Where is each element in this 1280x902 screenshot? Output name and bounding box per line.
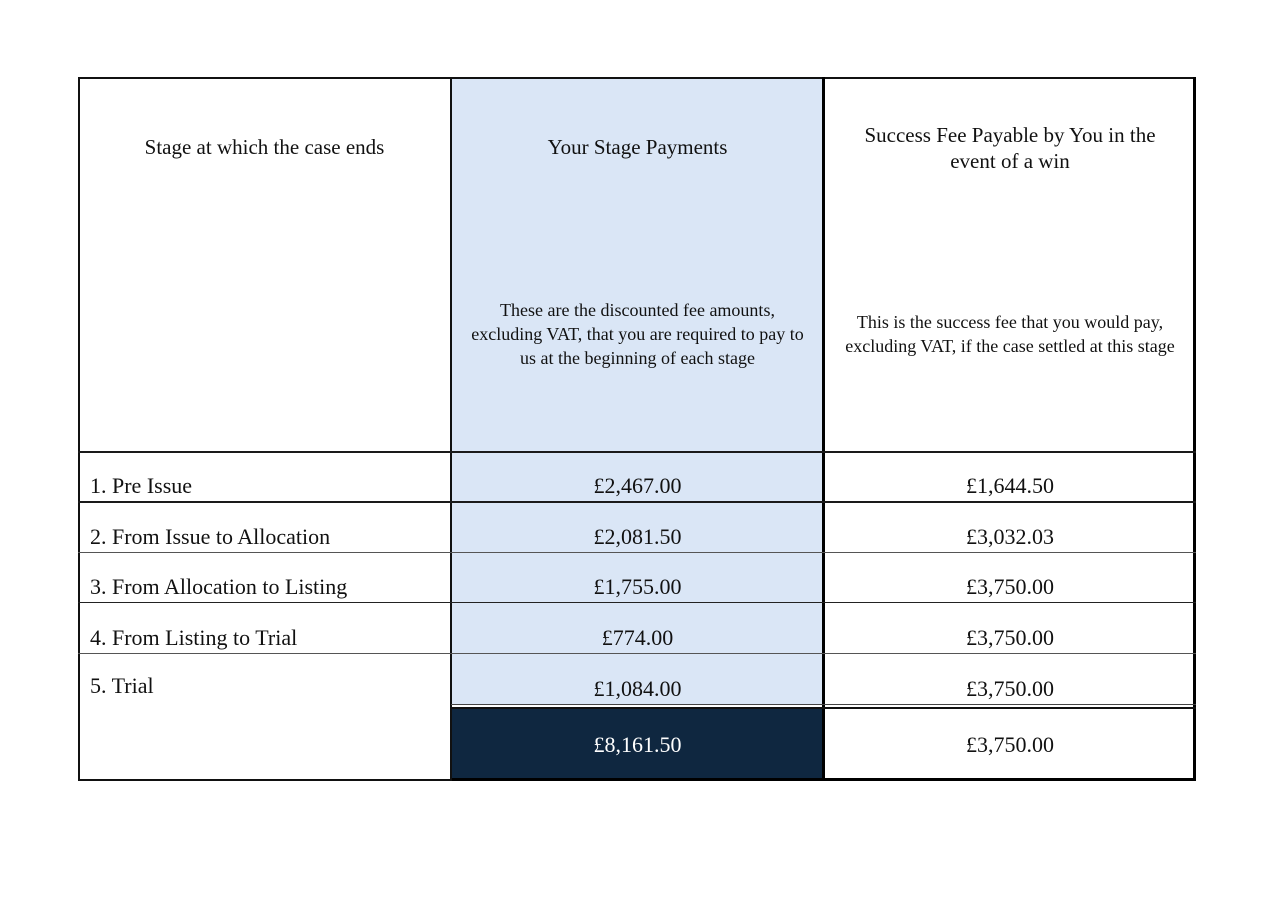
table-row-success-fee: £3,032.03: [824, 502, 1196, 553]
table-border-left: [78, 77, 80, 781]
header-stage-payments-title: Your Stage Payments: [547, 135, 728, 159]
header-divider: [78, 451, 1196, 453]
table-row-stage: 2. From Issue to Allocation: [90, 524, 331, 549]
table-row-stage: 4. From Listing to Trial: [90, 625, 298, 650]
total-success-fee: £3,750.00: [824, 708, 1196, 781]
column-divider-2: [822, 77, 825, 781]
table-row-stage-payment: £2,081.50: [451, 502, 824, 553]
header-stage-payments: [451, 77, 824, 452]
table-border-right: [1193, 77, 1196, 781]
table-border-top: [78, 77, 1196, 79]
table-row-stage-payment: £1,084.00: [451, 654, 824, 705]
table-row-stage-payment: £1,755.00: [451, 553, 824, 603]
table-row-success-fee: £3,750.00: [824, 553, 1196, 603]
header-success-fee-description: This is the success fee that you would pay, excluding VAT, if the case settled at this stage: [845, 312, 1175, 356]
column-divider-1: [450, 77, 452, 781]
row-divider: [78, 602, 1196, 603]
totals-divider-upper: [451, 704, 1196, 705]
row-divider: [78, 653, 1196, 654]
header-success-fee: [824, 77, 1196, 452]
table-row-stage: 1. Pre Issue: [90, 473, 193, 498]
table-border-bottom-left: [78, 779, 451, 781]
header-success-fee-title: Success Fee Payable by You in the event of a win: [864, 123, 1156, 173]
table-row-success-fee: £1,644.50: [824, 452, 1196, 502]
total-stage-payments: £8,161.50: [451, 708, 824, 781]
fee-table: [78, 77, 1196, 781]
table-row-stage: 5. Trial: [90, 673, 154, 698]
header-stage-payments-description: These are the discounted fee amounts, excluding VAT, that you are required to pay to us at the beginning of each stage: [471, 300, 804, 368]
row-divider: [78, 552, 1196, 553]
table-row-success-fee: £3,750.00: [824, 654, 1196, 705]
header-stage: [78, 77, 451, 452]
header-stage-title: Stage at which the case ends: [144, 135, 385, 159]
table-row-stage-payment: £774.00: [451, 603, 824, 654]
table-row-success-fee: £3,750.00: [824, 603, 1196, 654]
totals-divider-lower: [451, 707, 1196, 709]
table-row-stage-payment: £2,467.00: [451, 452, 824, 502]
row-divider: [78, 501, 1196, 503]
table-row-stage: 3. From Allocation to Listing: [90, 574, 348, 599]
